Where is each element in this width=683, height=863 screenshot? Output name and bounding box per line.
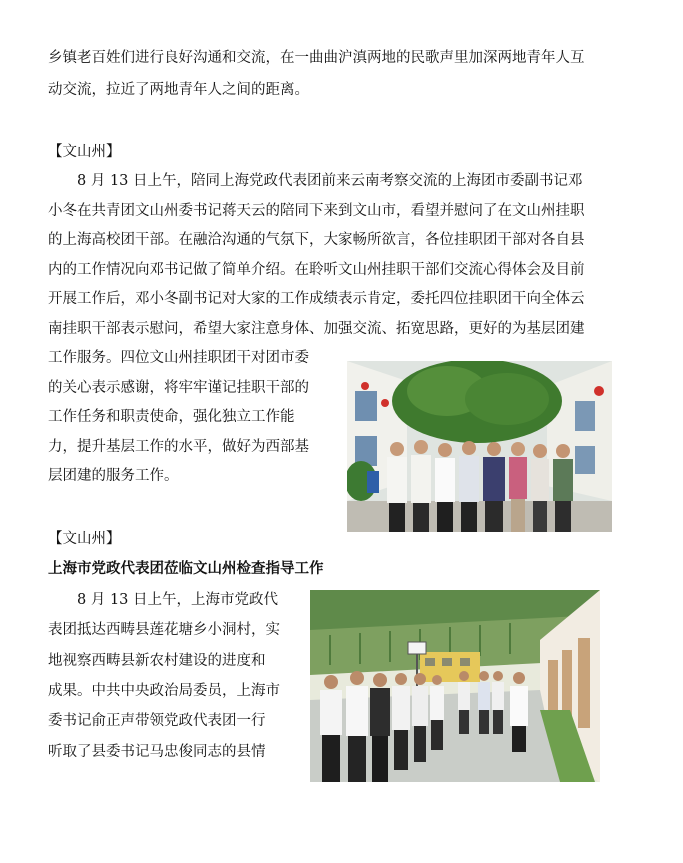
section2-title: 上海市党政代表团莅临文山州检查指导工作 [48,561,324,577]
section1-line: 内的工作情况向邓书记做了简单介绍。在聆听文山州挂职干部们交流心得体会及目前 [48,262,585,278]
section1-line: 力，提升基层工作的水平，做好为西部基 [48,439,309,455]
section1-line: 8 月 13 日上午，陪同上海党政代表团前来云南考察交流的上海团市委副书记邓 [48,173,583,189]
section1-line: 小冬在共青团文山州委书记蒋天云的陪同下来到文山市，看望并慰问了在文山州挂职 [48,203,585,219]
section1-heading: 【文山州】 [48,144,121,160]
section1-line: 的上海高校团干部。在融洽沟通的气氛下，大家畅所欲言，各位挂职团干部对各自县 [48,232,585,248]
section2-line: 表团抵达西畴县莲花塘乡小洞村，实 [48,622,280,638]
section1-line: 工作服务。四位文山州挂职团干对团市委 [48,350,309,366]
delegation-inspection-photo [310,590,600,782]
section1-line: 南挂职干部表示慰问，希望大家注意身体、加强交流、拓宽思路，更好的为基层团建 [48,321,585,337]
section2-line: 听取了县委书记马忠俊同志的县情 [48,744,266,760]
section1-line: 工作任务和职责使命，强化独立工作能 [48,409,295,425]
section2-heading: 【文山州】 [48,531,121,547]
intro-line-2: 动交流，拉近了两地青年人之间的距离。 [48,82,309,98]
group-photo-courtyard [347,361,612,532]
intro-line-1: 乡镇老百姓们进行良好沟通和交流，在一曲曲沪滇两地的民歌声里加深两地青年人互 [48,50,585,66]
section2-line: 地视察西畴县新农村建设的进度和 [48,653,266,669]
section2-line: 委书记俞正声带领党政代表团一行 [48,713,266,729]
section1-line: 开展工作后，邓小冬副书记对大家的工作成绩表示肯定，委托四位挂职团干向全体云 [48,291,585,307]
section1-line: 层团建的服务工作。 [48,468,179,484]
section1-line: 的关心表示感谢，将牢牢谨记挂职干部的 [48,380,309,396]
section2-line: 成果。中共中央政治局委员，上海市 [48,683,280,699]
section2-line: 8 月 13 日上午，上海市党政代 [48,592,279,608]
